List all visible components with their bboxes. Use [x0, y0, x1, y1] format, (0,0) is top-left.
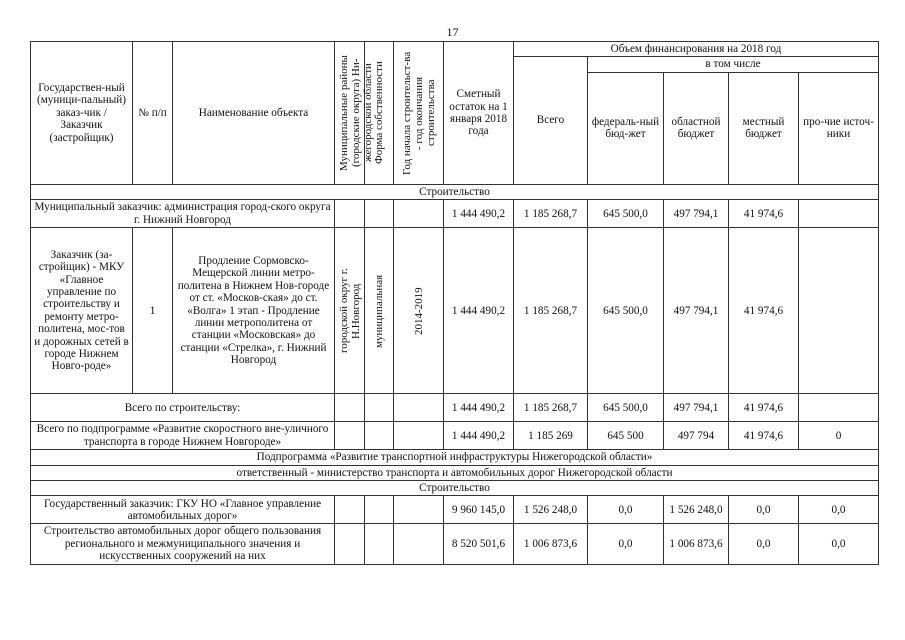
cell-federal: 645 500,0	[588, 200, 664, 228]
header-other: про-чие источ-ники	[799, 72, 879, 184]
cell-other: 0,0	[799, 524, 879, 564]
table-row	[31, 228, 879, 394]
cell-federal: 0,0	[588, 524, 664, 564]
header-districts-text: Муниципальные районы (городские округа) Ни-жегородской области	[338, 54, 374, 171]
cell-empty	[394, 200, 444, 228]
row-label: Муниципальный заказчик: администрация город-ского округа г. Нижний Новгород	[31, 200, 335, 228]
cell-total: 1 185 268,7	[514, 200, 588, 228]
section-subprogram-2: Подпрограмма «Развитие транспортной инфраструктуры Нижегородской области»	[31, 450, 879, 465]
cell-federal: 645 500,0	[588, 394, 664, 422]
header-num: № п/п	[133, 42, 173, 185]
header-years-text: Год начала строительст-ва - год окончания строительства	[400, 51, 437, 175]
cell-customer: Заказчик (за-стройщик) - МКУ «Главное управление по строительству и ремонту метро-политена, мос-тов и дорожных сетей в городе Нижнем Новго-роде»	[31, 228, 133, 394]
cell-num: 1	[133, 228, 173, 394]
table-row	[31, 422, 879, 450]
cell-ownership	[365, 228, 394, 394]
cell-balance: 8 520 501,6	[444, 524, 514, 564]
cell-local: 41 974,6	[729, 228, 799, 394]
header-including: в том числе	[588, 57, 879, 72]
cell-empty	[394, 524, 444, 564]
cell-local: 41 974,6	[729, 422, 799, 450]
cell-local: 0,0	[729, 496, 799, 524]
cell-empty	[365, 524, 394, 564]
cell-years	[394, 228, 444, 394]
cell-balance: 1 444 490,2	[444, 200, 514, 228]
table-row	[31, 200, 879, 228]
header-federal: федераль-ный бюд-жет	[588, 72, 664, 184]
cell-regional: 497 794	[664, 422, 729, 450]
cell-balance: 9 960 145,0	[444, 496, 514, 524]
cell-ownership-text: муниципальная	[373, 274, 385, 348]
cell-balance: 1 444 490,2	[444, 394, 514, 422]
cell-empty	[365, 394, 394, 422]
header-years	[394, 42, 444, 185]
cell-federal: 645 500,0	[588, 228, 664, 394]
cell-total: 1 006 873,6	[514, 524, 588, 564]
cell-regional: 497 794,1	[664, 200, 729, 228]
header-estimated-balance: Сметный остаток на 1 января 2018 года	[444, 42, 514, 185]
cell-federal: 0,0	[588, 496, 664, 524]
cell-other	[799, 394, 879, 422]
cell-empty	[365, 496, 394, 524]
cell-local: 0,0	[729, 524, 799, 564]
cell-total: 1 185 268,7	[514, 228, 588, 394]
cell-balance: 1 444 490,2	[444, 228, 514, 394]
header-total: Всего	[514, 57, 588, 184]
header-funding-2018: Объем финансирования на 2018 год	[514, 42, 879, 57]
cell-total: 1 185 269	[514, 422, 588, 450]
cell-empty	[335, 200, 365, 228]
cell-empty	[365, 200, 394, 228]
cell-district-text: городской округ г. Н.Новгород	[338, 268, 362, 354]
cell-empty	[335, 422, 365, 450]
cell-regional: 497 794,1	[664, 394, 729, 422]
cell-district	[335, 228, 365, 394]
financing-table	[30, 41, 879, 565]
cell-regional: 497 794,1	[664, 228, 729, 394]
cell-empty	[394, 394, 444, 422]
page-number: 17	[446, 25, 459, 39]
header-ownership-text: Форма собственности	[373, 61, 385, 165]
table-row	[31, 394, 879, 422]
cell-empty	[335, 524, 365, 564]
table-row	[31, 524, 879, 564]
cell-federal: 645 500	[588, 422, 664, 450]
cell-empty	[365, 422, 394, 450]
cell-local: 41 974,6	[729, 394, 799, 422]
cell-empty	[335, 496, 365, 524]
cell-total: 1 526 248,0	[514, 496, 588, 524]
section-construction-2: Строительство	[31, 481, 879, 496]
header-districts	[335, 42, 374, 185]
row-label: Строительство автомобильных дорог общего пользования регионального и межмуниципального значения и искусственных сооружений на них	[31, 524, 335, 564]
header-regional: областной бюджет	[664, 72, 729, 184]
row-label: Всего по строительству:	[31, 394, 335, 422]
cell-other: 0,0	[799, 496, 879, 524]
header-customer: Государствен-ный (муници-пальный) заказ-чик / Заказчик (застройщик)	[31, 42, 133, 185]
cell-balance: 1 444 490,2	[444, 422, 514, 450]
cell-local: 41 974,6	[729, 200, 799, 228]
row-label: Государственный заказчик: ГКУ НО «Главное управление автомобильных дорог»	[31, 496, 335, 524]
cell-empty	[394, 496, 444, 524]
section-responsible: ответственный - министерство транспорта и автомобильных дорог Нижегородской области	[31, 465, 879, 480]
header-local: местный бюджет	[729, 72, 799, 184]
section-construction-1: Строительство	[31, 184, 879, 199]
cell-regional: 1 526 248,0	[664, 496, 729, 524]
cell-object: Продление Сормовско-Мещерской линии метро-политена в Нижнем Нов-городе от ст. «Москов-ская» до ст. «Волга» 1 этап - Продление линии метрополитена от станции «Московская» до станции «Стрелка», г. Нижний Новгород	[173, 228, 335, 394]
cell-empty	[335, 394, 365, 422]
cell-other	[799, 200, 879, 228]
header-object-name: Наименование объекта	[173, 42, 335, 185]
cell-regional: 1 006 873,6	[664, 524, 729, 564]
cell-total: 1 185 268,7	[514, 394, 588, 422]
cell-empty	[394, 422, 444, 450]
cell-other: 0	[799, 422, 879, 450]
cell-years-text: 2014-2019	[412, 286, 425, 335]
row-label: Всего по подпрограмме «Развитие скоростного вне-уличного транспорта в городе Нижнем Новгороде»	[31, 422, 335, 450]
cell-other	[799, 228, 879, 394]
table-row	[31, 496, 879, 524]
